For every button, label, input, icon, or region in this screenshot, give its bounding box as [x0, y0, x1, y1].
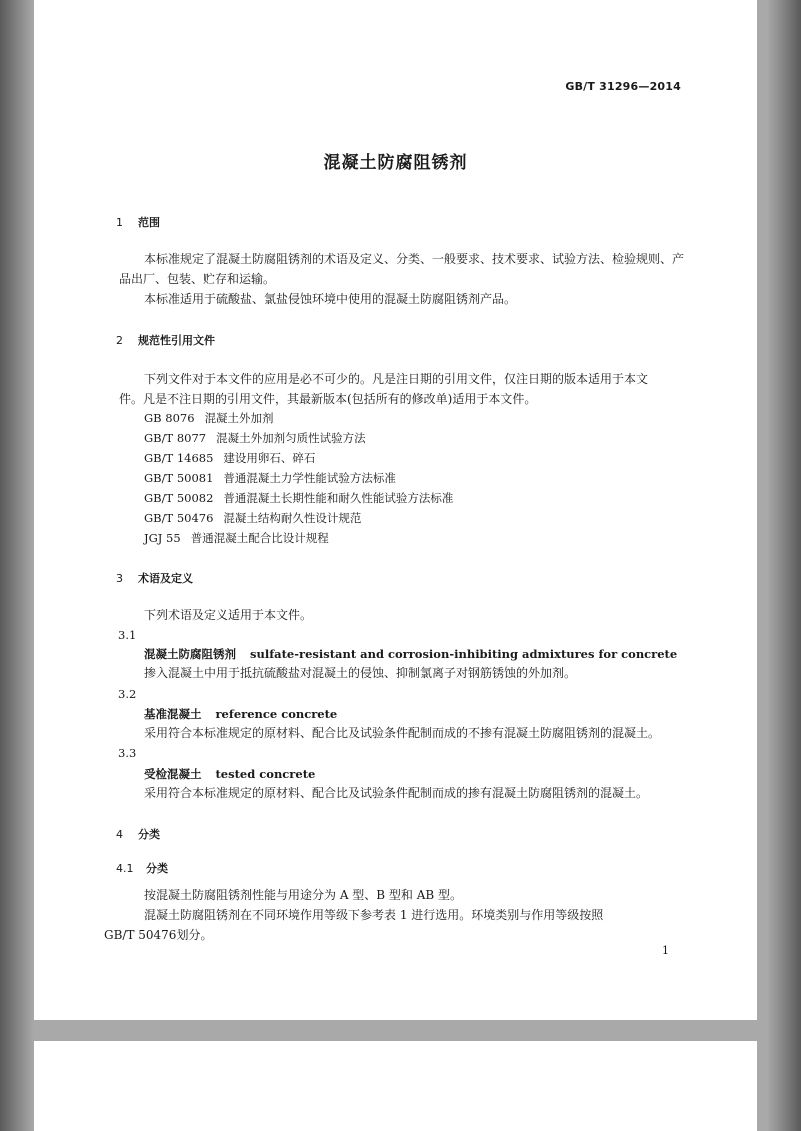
- reference-code: GB/T 50082: [144, 491, 214, 505]
- reference-code: GB 8076: [144, 411, 195, 425]
- term-definition: 采用符合本标准规定的原材料、配合比及试验条件配制而成的掺有混凝土防腐阻锈剂的混凝土。: [144, 786, 649, 800]
- reference-name: 混凝土结构耐久性设计规范: [223, 511, 362, 525]
- reference-item: [144, 430, 366, 446]
- section-4-heading: [116, 826, 160, 842]
- document-title: 混凝土防腐阻锈剂: [323, 153, 468, 173]
- section-number: 4: [116, 828, 123, 841]
- paragraph-line: GB/T 50476划分。: [104, 928, 213, 942]
- term-heading: [144, 646, 677, 662]
- reference-code: GB/T 14685: [144, 451, 214, 465]
- reference-name: 建设用卵石、碎石: [223, 451, 316, 465]
- document-code: GB/T 31296—2014: [565, 80, 681, 93]
- reference-code: GB/T 8077: [144, 431, 207, 445]
- paragraph-line: 混凝土防腐阻锈剂在不同环境作用等级下参考表 1 进行选用。环境类别与作用等级按照: [144, 908, 604, 922]
- paragraph-line: 品出厂、包装、贮存和运输。: [119, 272, 276, 286]
- term-zh: 受检混凝土: [144, 767, 202, 781]
- reference-name: 普通混凝土力学性能试验方法标准: [223, 471, 396, 485]
- paragraph-line: 本标准规定了混凝土防腐阻锈剂的术语及定义、分类、一般要求、技术要求、试验方法、检验规则、产: [144, 252, 685, 266]
- section-number: 3: [116, 572, 123, 585]
- reference-name: 混凝土外加剂匀质性试验方法: [216, 431, 366, 445]
- reference-name: 普通混凝土长期性能和耐久性能试验方法标准: [223, 491, 454, 505]
- term-zh: 基准混凝土: [144, 707, 202, 721]
- term-heading: [144, 706, 337, 722]
- paragraph-line: 本标准适用于硫酸盐、氯盐侵蚀环境中使用的混凝土防腐阻锈剂产品。: [144, 292, 517, 306]
- term-en: reference concrete: [215, 707, 338, 721]
- reference-item: [144, 410, 274, 426]
- paragraph-line: 按混凝土防腐阻锈剂性能与用途分为 A 型、B 型和 AB 型。: [144, 888, 463, 902]
- subsection-number: 4.1: [116, 862, 134, 875]
- term-heading: [144, 766, 315, 782]
- reference-item: [144, 530, 329, 546]
- reference-item: [144, 510, 361, 526]
- term-number: 3.2: [118, 687, 137, 701]
- section-title: 规范性引用文件: [138, 334, 215, 347]
- term-zh: 混凝土防腐阻锈剂: [144, 647, 236, 661]
- reference-code: JGJ 55: [144, 531, 181, 545]
- next-page: [34, 1041, 757, 1131]
- subsection-title: 分类: [146, 862, 168, 875]
- paragraph-line: 下列术语及定义适用于本文件。: [144, 608, 313, 622]
- page-number: 1: [662, 944, 669, 957]
- document-page: [34, 0, 757, 1020]
- term-number: 3.1: [118, 628, 137, 642]
- section-1-heading: [116, 214, 160, 230]
- section-title: 术语及定义: [138, 572, 193, 585]
- reference-code: GB/T 50476: [144, 511, 214, 525]
- paragraph-line: 下列文件对于本文件的应用是必不可少的。凡是注日期的引用文件，仅注日期的版本适用于本文: [144, 372, 649, 386]
- section-number: 2: [116, 334, 123, 347]
- section-title: 范围: [138, 216, 160, 229]
- section-3-heading: [116, 570, 193, 586]
- reference-name: 普通混凝土配合比设计规程: [190, 531, 329, 545]
- section-number: 1: [116, 216, 123, 229]
- section-title: 分类: [138, 828, 160, 841]
- reference-name: 混凝土外加剂: [204, 411, 274, 425]
- section-2-heading: [116, 332, 215, 348]
- term-en: tested concrete: [215, 767, 316, 781]
- paragraph-line: 件。凡是不注日期的引用文件，其最新版本(包括所有的修改单)适用于本文件。: [119, 392, 537, 406]
- term-definition: 掺入混凝土中用于抵抗硫酸盐对混凝土的侵蚀、抑制氯离子对钢筋锈蚀的外加剂。: [144, 666, 577, 680]
- term-definition: 采用符合本标准规定的原材料、配合比及试验条件配制而成的不掺有混凝土防腐阻锈剂的混凝土。: [144, 726, 661, 740]
- reference-item: [144, 470, 396, 486]
- term-number: 3.3: [118, 746, 137, 760]
- reference-item: [144, 490, 453, 506]
- reference-code: GB/T 50081: [144, 471, 214, 485]
- term-en: sulfate-resistant and corrosion-inhibiting admixtures for concrete: [250, 647, 678, 661]
- subsection-4-1-heading: [116, 860, 168, 876]
- reference-item: [144, 450, 315, 466]
